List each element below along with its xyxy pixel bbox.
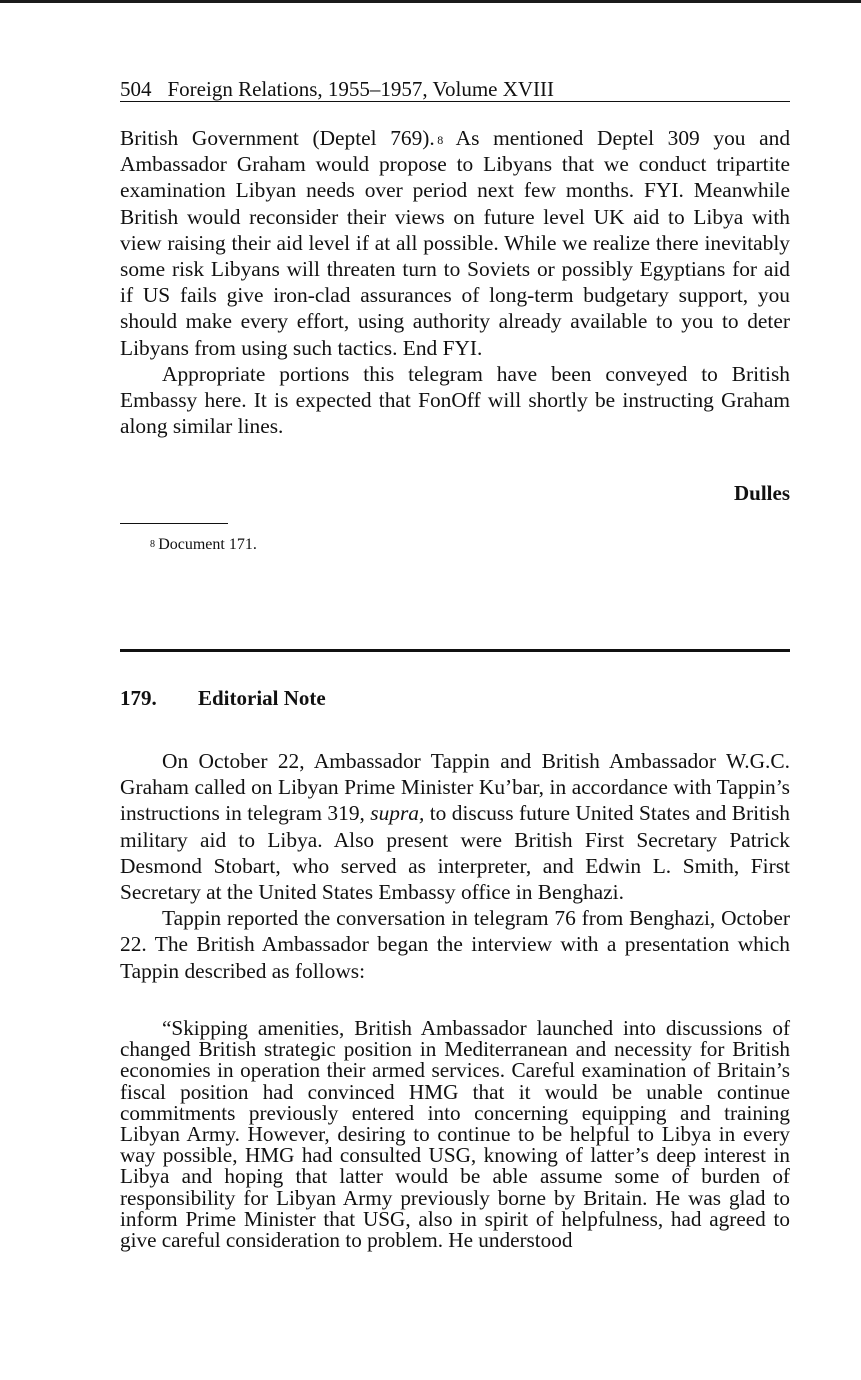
section-divider bbox=[120, 649, 790, 652]
editorial-paragraph-1 bbox=[120, 748, 790, 905]
footnote-divider bbox=[120, 523, 228, 524]
continuation-text bbox=[120, 125, 790, 439]
paragraph-text: On October 22, Ambassador Tappin and British Ambassador W.G.C. Graham called on Libyan Prime Minister Ku’bar, in accordance with Tappin’s instructions in telegram 319, bbox=[120, 749, 790, 826]
signature: Dulles bbox=[733, 481, 790, 505]
paragraph-text: to discuss future United States and British military aid to Libya. Also present were British First Secretary Patrick Desmond Stobart, who served as interpreter, and Edwin L. Smith, First Secretary at the United States Embassy office in Benghazi. bbox=[120, 801, 791, 905]
section-title: Editorial Note bbox=[198, 686, 326, 710]
footnote bbox=[150, 535, 257, 555]
section-heading bbox=[120, 685, 326, 711]
italic-reference: supra, bbox=[370, 801, 425, 826]
section-number: 179. bbox=[120, 686, 157, 710]
paragraph-text: British Government (Deptel 769). bbox=[120, 126, 435, 150]
footnote-reference bbox=[435, 133, 443, 147]
footnote-reference-marker: 8 bbox=[437, 133, 444, 147]
block-quote bbox=[120, 1018, 790, 1251]
running-header bbox=[120, 76, 790, 102]
paragraph-text: As mentioned Deptel 309 you and Ambassador Graham would propose to Libyans that we conduct tripartite examination Libyan needs over period next few months. FYI. Meanwhile British would reconsider their views on future level UK aid to Libya with view raising their aid level if at all possible. While we realize there inevitably some risk Libyans will threaten turn to Soviets or possibly Egyptians for aid if US fails give iron-clad assurances of long-term budgetary support, you should make every effort, using authority already available to you to deter Libyans from using such tactics. End FYI. bbox=[120, 126, 791, 360]
continuation-paragraph-2: Appropriate portions this telegram have been conveyed to British Embassy here. It is expected that FonOff will shortly be instructing Graham along similar lines. bbox=[120, 361, 790, 439]
continuation-paragraph-1 bbox=[120, 125, 790, 361]
footnote-marker: 8 bbox=[150, 539, 155, 550]
footnote-text: Document 171. bbox=[158, 536, 257, 553]
page-number: 504 bbox=[120, 77, 152, 101]
document-page bbox=[120, 0, 790, 1380]
editorial-paragraph-2: Tappin reported the conversation in telegram 76 from Benghazi, October 22. The British Ambassador began the interview with a presentation which Tappin described as follows: bbox=[120, 906, 790, 983]
quote-paragraph: “Skipping amenities, British Ambassador launched into discussions of changed British strategic position in Mediterranean and necessity for British economies in operation their armed services. Careful examination of Britain’s fiscal position had convinced HMG that it would be unable continue commitments previously entered into concerning equipping and training Libyan Army. However, desiring to continue to be helpful to Libya in every way possible, HMG had consulted USG, knowing of latter’s deep interest in Libya and hoping that latter would be able assume some of burden of responsibility for Libyan Army previously borne by Britain. He was glad to inform Prime Minister that USG, also in spirit of helpfulness, had agreed to give careful consideration to problem. He understood bbox=[120, 1016, 790, 1253]
running-title: Foreign Relations, 1955–1957, Volume XVIII bbox=[167, 77, 555, 101]
editorial-text bbox=[120, 748, 790, 984]
